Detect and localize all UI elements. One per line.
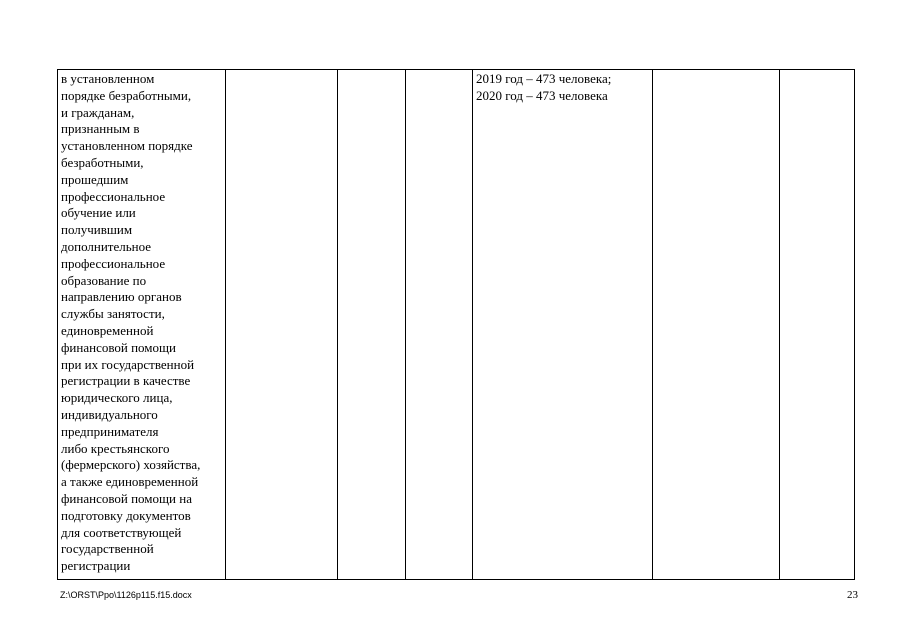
table-cell-description (58, 70, 226, 580)
table-cell-empty (406, 70, 473, 580)
targets-lines (476, 71, 650, 105)
footer-file-path: Z:\ORST\Ppo\1126p115.f15.docx (60, 590, 192, 600)
text-line: при их государственной (61, 356, 195, 372)
text-line: дополнительное (61, 238, 152, 254)
text-line: 2019 год – 473 человека; (476, 71, 612, 86)
text-line: направлению органов (61, 289, 182, 305)
text-line: и гражданам, (61, 104, 135, 120)
text-line: регистрации (61, 558, 131, 574)
text-line: (фермерского) хозяйства, (61, 457, 201, 473)
text-line: единовременной (61, 322, 154, 338)
text-line: признанным в (61, 121, 140, 137)
table-cell-targets (473, 70, 653, 580)
text-line: в установленном (61, 71, 155, 86)
text-line: прошедшим (61, 171, 129, 187)
text-line: либо крестьянского (61, 440, 170, 456)
text-line: подготовку документов (61, 507, 191, 523)
text-line: порядке безработными, (61, 87, 192, 103)
description-lines (61, 71, 223, 575)
text-line: получившим (61, 222, 133, 238)
text-line: образование по (61, 272, 147, 288)
text-line: юридического лица, (61, 390, 173, 406)
text-line: а также единовременной (61, 474, 199, 490)
text-line: обучение или (61, 205, 136, 221)
page-number: 23 (847, 589, 858, 601)
text-line: профессиональное (61, 188, 166, 204)
text-line: установленном порядке (61, 138, 193, 154)
table-cell-empty (338, 70, 406, 580)
text-line: безработными, (61, 154, 144, 170)
text-line: индивидуального (61, 406, 158, 422)
text-line: финансовой помощи (61, 339, 176, 355)
table-cell-empty (226, 70, 338, 580)
table-cell-empty (653, 70, 780, 580)
text-line: для соответствующей (61, 524, 182, 540)
text-line: 2020 год – 473 человека (476, 87, 608, 103)
text-line: финансовой помощи на (61, 490, 192, 506)
text-line: регистрации в качестве (61, 373, 191, 389)
text-line: предпринимателя (61, 423, 159, 439)
text-line: профессиональное (61, 255, 166, 271)
table-row (58, 70, 855, 580)
table-cell-empty (780, 70, 855, 580)
text-line: государственной (61, 541, 154, 557)
document-table (57, 69, 855, 580)
text-line: службы занятости, (61, 306, 165, 322)
